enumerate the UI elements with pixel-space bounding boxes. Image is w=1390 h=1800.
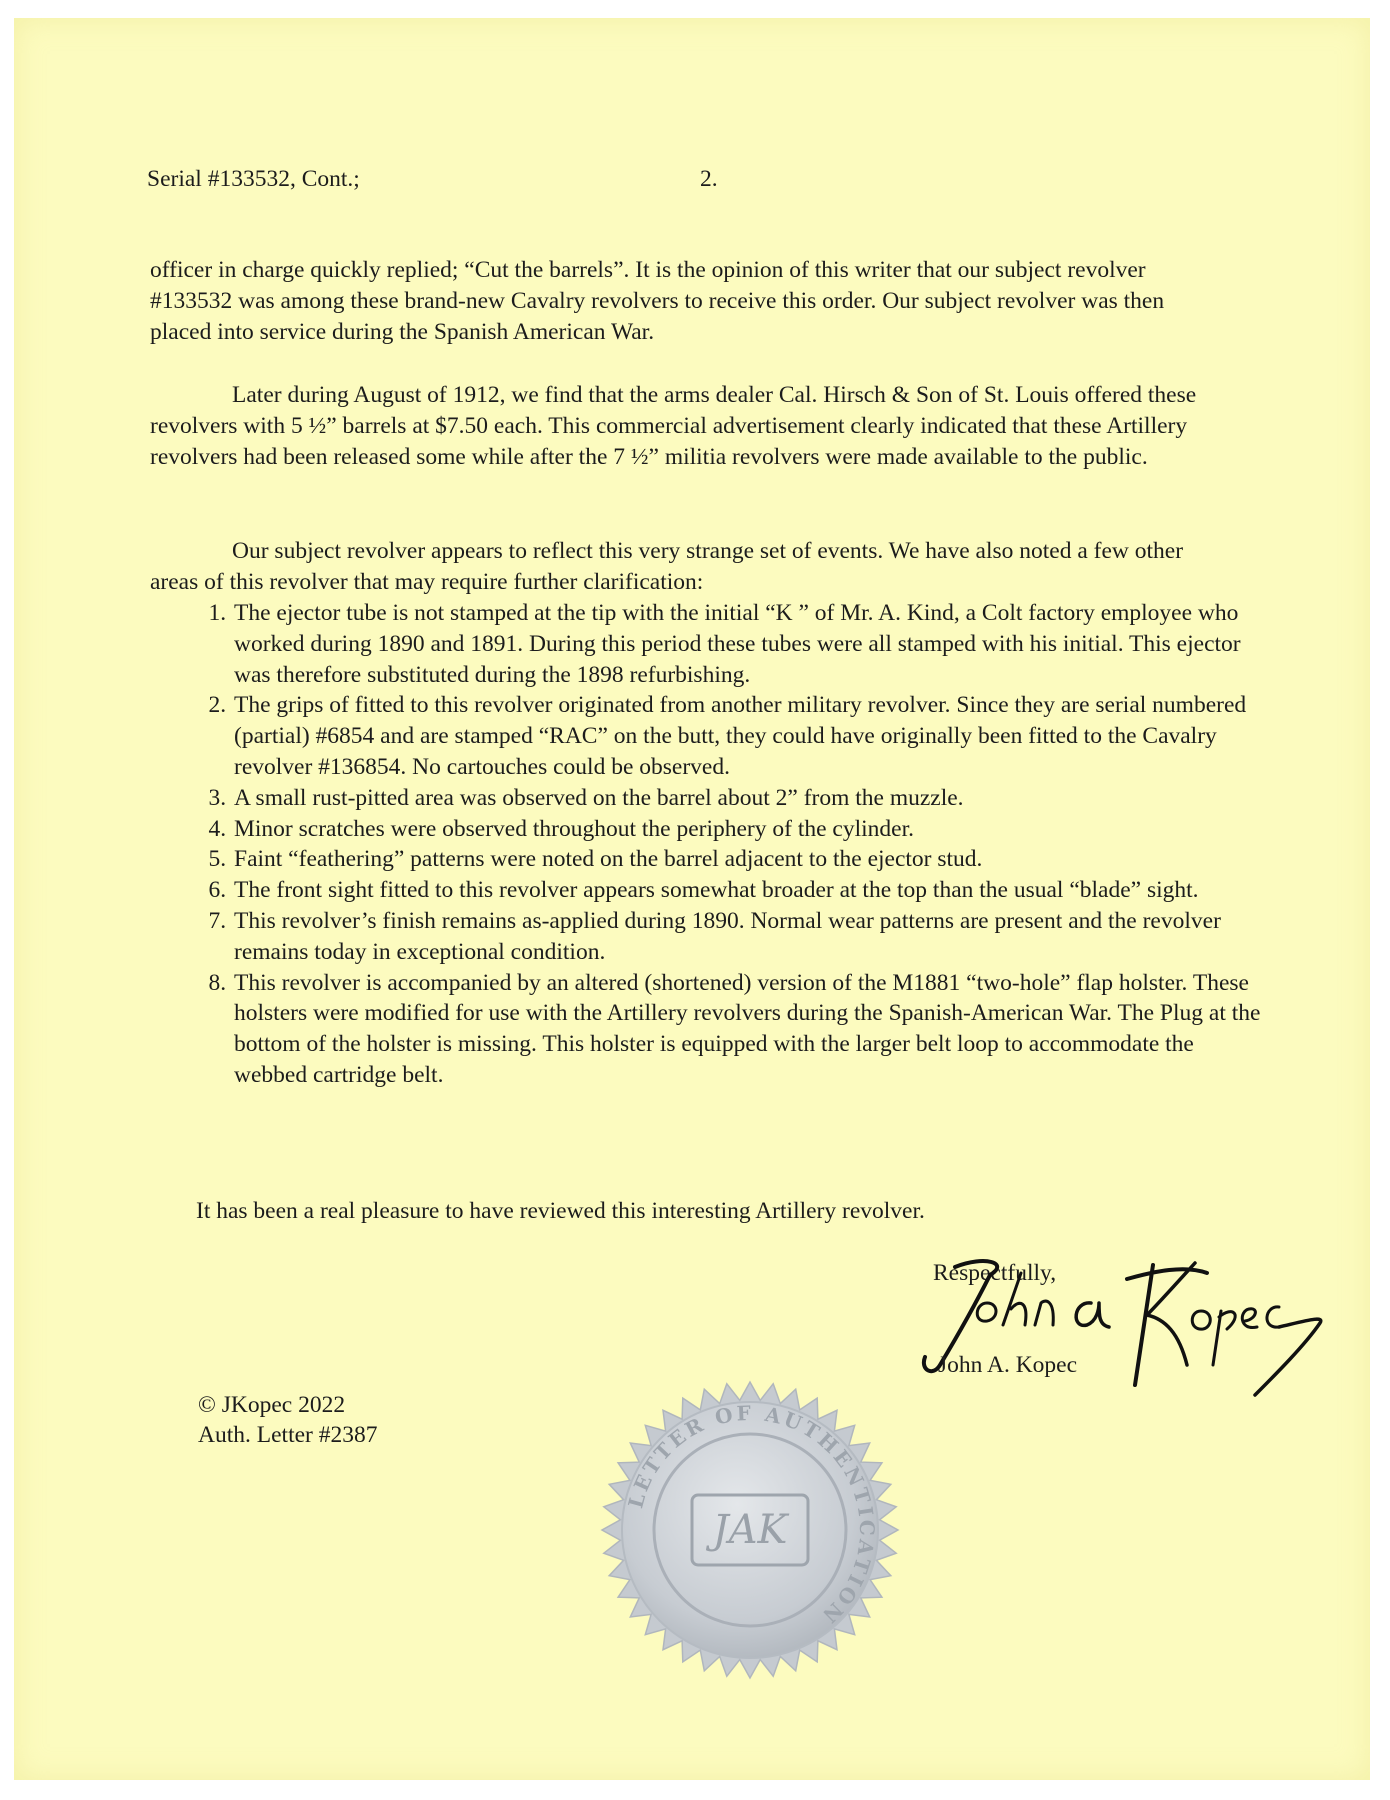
copyright-notice: © JKopec 2022: [198, 1392, 346, 1418]
list-item: 7. This revolver’s finish remains as-applied during 1890. Normal wear patterns are present and the revolver remains today in exceptional condition.: [232, 906, 1272, 968]
seal-ring-text: LETTER OF AUTHENTICATION: [623, 1400, 880, 1630]
signer-name: John A. Kopec: [938, 1352, 1078, 1378]
list-item: 6. The front sight fitted to this revolver appears somewhat broader at the top than the usual “blade” sight.: [232, 875, 1272, 906]
embossed-seal: [580, 1365, 920, 1695]
paragraph-cut-barrels: officer in charge quickly replied; “Cut the barrels”. It is the opinion of this writer that our subject revolver #133532 was among these brand-new Cavalry revolvers to receive this order. Our subject revolver was then placed into service during the Spanish American War.: [150, 257, 1165, 345]
list-item: 1. The ejector tube is not stamped at the tip with the initial “K ” of Mr. A. Kind, a Colt factory employee who worked during 1890 and 1891. During this period these tubes were all stamped with his initial. This ejector was therefore substituted during the 1898 refurbishing.: [232, 598, 1272, 690]
list-item: 5. Faint “feathering” patterns were noted on the barrel adjacent to the ejector stud.: [232, 844, 1272, 875]
serial-header: Serial #133532, Cont.;: [147, 166, 360, 192]
salutation: Respectfully,: [933, 1260, 1057, 1286]
handwritten-signature: [895, 1245, 1325, 1405]
paragraph-strange-events: Our subject revolver appears to reflect this very strange set of events. We have also noted a few other areas of this revolver that may require further clarification:: [150, 538, 1184, 595]
closing-line: It has been a real pleasure to have reviewed this interesting Artillery revolver.: [196, 1198, 925, 1224]
list-item: 8. This revolver is accompanied by an altered (shortened) version of the M1881 “two-hole” flap holster. These holsters were modified for use with the Artillery revolvers during the Spanish-American War. The Plug at the bottom of the holster is missing. This holster is equipped with the larger belt loop to accommodate the webbed cartridge belt.: [232, 968, 1272, 1091]
seal-monogram: JAK: [712, 1507, 788, 1553]
page-number: 2.: [700, 166, 718, 192]
paragraph-hirsch-ad: Later during August of 1912, we find that the arms dealer Cal. Hirsch & Son of St. Louis offered these revolvers with 5 ½” barrels at $7.50 each. This commercial advertisement clearly indicated that these Artillery revolvers had been released some while after the 7 ½” militia revolvers were made available to the public.: [150, 382, 1197, 470]
list-item: 3. A small rust-pitted area was observed on the barrel about 2” from the muzzle.: [232, 783, 1272, 814]
list-item: 2. The grips of fitted to this revolver originated from another military revolver. Since they are serial numbered (partial) #6854 and are stamped “RAC” on the butt, they could have originally been fitted to the Cavalry revolver #136854. No cartouches could be observed.: [232, 690, 1272, 782]
list-item: 4. Minor scratches were observed throughout the periphery of the cylinder.: [232, 814, 1272, 845]
findings-list: [190, 598, 1272, 1091]
auth-letter-number: Auth. Letter #2387: [198, 1422, 378, 1448]
